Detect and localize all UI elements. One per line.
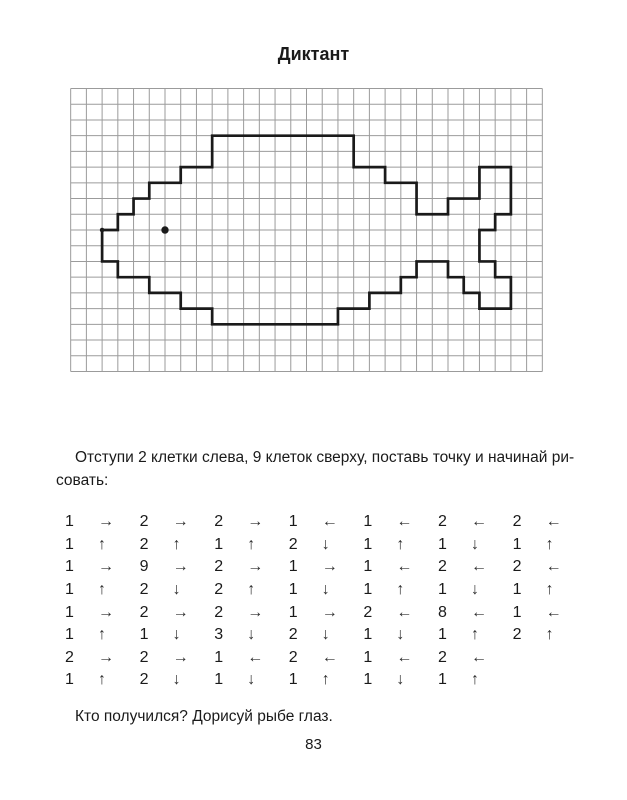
move-pair bbox=[65, 649, 140, 667]
move-count: 1 bbox=[363, 558, 373, 576]
dictation-row bbox=[65, 601, 585, 624]
move-direction-arrow-icon: ← bbox=[396, 648, 413, 666]
move-pair bbox=[65, 626, 140, 644]
move-count: 2 bbox=[512, 558, 522, 576]
move-count: 2 bbox=[512, 626, 522, 644]
move-count: 1 bbox=[65, 535, 74, 553]
move-count: 2 bbox=[139, 535, 149, 553]
move-direction-arrow-icon: ↓ bbox=[470, 581, 479, 599]
move-pair bbox=[438, 558, 513, 576]
move-count: 2 bbox=[437, 513, 447, 531]
move-pair bbox=[513, 513, 588, 531]
move-count: 8 bbox=[437, 603, 447, 621]
move-direction-arrow-icon: ↑ bbox=[545, 535, 554, 553]
move-pair bbox=[214, 649, 289, 667]
move-pair bbox=[140, 626, 215, 644]
move-direction-arrow-icon: → bbox=[98, 558, 114, 576]
move-pair bbox=[363, 604, 438, 622]
move-pair bbox=[513, 536, 588, 554]
move-count: 1 bbox=[214, 671, 224, 689]
move-pair bbox=[438, 536, 513, 554]
move-count: 2 bbox=[139, 671, 149, 689]
instruction-text bbox=[56, 446, 576, 492]
move-direction-arrow-icon: ↑ bbox=[321, 671, 330, 689]
move-direction-arrow-icon: ← bbox=[396, 603, 413, 621]
dictation-row bbox=[65, 669, 585, 692]
move-direction-arrow-icon: → bbox=[321, 558, 338, 576]
move-pair bbox=[363, 513, 438, 531]
dictation-row bbox=[65, 534, 585, 557]
move-direction-arrow-icon: ↑ bbox=[98, 535, 106, 553]
move-direction-arrow-icon: ↑ bbox=[172, 535, 181, 553]
move-count: 1 bbox=[288, 603, 298, 621]
move-pair bbox=[214, 581, 289, 599]
move-direction-arrow-icon: ↑ bbox=[396, 535, 405, 553]
move-count: 1 bbox=[288, 513, 298, 531]
move-count: 1 bbox=[363, 535, 373, 553]
move-count: 1 bbox=[437, 626, 447, 644]
move-pair bbox=[65, 604, 140, 622]
move-direction-arrow-icon: ← bbox=[470, 513, 487, 531]
move-count: 2 bbox=[214, 558, 224, 576]
move-count: 2 bbox=[288, 535, 298, 553]
move-count: 2 bbox=[214, 513, 224, 531]
move-pair bbox=[65, 671, 140, 689]
move-direction-arrow-icon: → bbox=[172, 558, 189, 576]
move-count: 1 bbox=[214, 648, 224, 666]
move-count: 1 bbox=[512, 603, 522, 621]
move-pair bbox=[214, 513, 289, 531]
move-pair bbox=[363, 536, 438, 554]
move-count: 1 bbox=[512, 535, 522, 553]
move-pair bbox=[289, 558, 364, 576]
move-pair bbox=[289, 536, 364, 554]
move-direction-arrow-icon: ↓ bbox=[396, 626, 405, 644]
dictation-row bbox=[65, 511, 585, 534]
move-count: 2 bbox=[512, 513, 522, 531]
move-count: 1 bbox=[288, 558, 298, 576]
move-pair bbox=[214, 604, 289, 622]
move-count: 2 bbox=[288, 648, 298, 666]
move-direction-arrow-icon: → bbox=[172, 513, 189, 531]
move-direction-arrow-icon: ← bbox=[321, 513, 338, 531]
question-text: Кто получился? Дорисуй рыбе глаз. bbox=[75, 708, 333, 725]
move-count: 1 bbox=[288, 581, 298, 599]
move-count: 2 bbox=[437, 558, 447, 576]
move-pair bbox=[363, 626, 438, 644]
move-count: 1 bbox=[65, 581, 74, 599]
move-count: 2 bbox=[139, 581, 149, 599]
move-direction-arrow-icon: → bbox=[321, 603, 338, 621]
move-pair bbox=[65, 558, 140, 576]
move-count: 2 bbox=[437, 648, 447, 666]
dictation-row bbox=[65, 624, 585, 647]
move-direction-arrow-icon: ↓ bbox=[470, 535, 479, 553]
move-pair bbox=[363, 671, 438, 689]
move-pair bbox=[214, 626, 289, 644]
move-pair bbox=[363, 649, 438, 667]
move-direction-arrow-icon: ↓ bbox=[247, 671, 256, 689]
move-direction-arrow-icon: ↑ bbox=[98, 581, 106, 599]
move-count: 1 bbox=[363, 671, 373, 689]
move-count: 1 bbox=[288, 671, 298, 689]
move-count: 1 bbox=[512, 581, 522, 599]
move-direction-arrow-icon: ← bbox=[321, 648, 338, 666]
move-pair bbox=[140, 558, 215, 576]
move-pair bbox=[140, 581, 215, 599]
move-direction-arrow-icon: ← bbox=[247, 648, 264, 666]
dictation-table bbox=[65, 511, 585, 692]
move-count: 1 bbox=[65, 558, 74, 576]
move-pair bbox=[65, 536, 140, 554]
move-count: 1 bbox=[65, 513, 74, 531]
move-count: 1 bbox=[214, 535, 224, 553]
move-count: 2 bbox=[65, 648, 74, 666]
move-direction-arrow-icon: ↓ bbox=[321, 535, 330, 553]
page-title: Диктант bbox=[277, 44, 350, 64]
dictation-row bbox=[65, 647, 585, 670]
move-pair bbox=[438, 581, 513, 599]
move-count: 3 bbox=[214, 626, 224, 644]
move-count: 1 bbox=[363, 513, 373, 531]
move-direction-arrow-icon: ↑ bbox=[396, 581, 405, 599]
move-direction-arrow-icon: ↓ bbox=[396, 671, 405, 689]
move-pair bbox=[289, 513, 364, 531]
move-pair bbox=[65, 513, 140, 531]
move-count: 1 bbox=[65, 626, 74, 644]
move-count: 2 bbox=[139, 603, 149, 621]
move-count: 1 bbox=[65, 603, 74, 621]
move-count: 2 bbox=[214, 581, 224, 599]
dictation-row bbox=[65, 556, 585, 579]
move-direction-arrow-icon: → bbox=[98, 648, 114, 666]
move-pair bbox=[140, 513, 215, 531]
move-pair bbox=[289, 649, 364, 667]
move-count: 1 bbox=[437, 671, 447, 689]
move-pair bbox=[438, 604, 513, 622]
move-pair bbox=[438, 626, 513, 644]
move-count: 9 bbox=[139, 558, 149, 576]
fish-grid-figure bbox=[70, 88, 543, 372]
move-direction-arrow-icon: ↑ bbox=[98, 671, 106, 689]
move-direction-arrow-icon: ↓ bbox=[172, 671, 181, 689]
move-direction-arrow-icon: ← bbox=[396, 513, 413, 531]
move-count: 2 bbox=[214, 603, 224, 621]
move-direction-arrow-icon: ↑ bbox=[470, 671, 479, 689]
fish-eye-dot bbox=[161, 226, 168, 233]
move-pair bbox=[289, 604, 364, 622]
move-direction-arrow-icon: ↓ bbox=[321, 626, 330, 644]
move-count: 2 bbox=[288, 626, 298, 644]
grid-lines bbox=[71, 89, 543, 372]
move-direction-arrow-icon: ↓ bbox=[172, 581, 181, 599]
page-number: 83 bbox=[305, 736, 322, 753]
move-direction-arrow-icon: ↑ bbox=[545, 581, 554, 599]
move-pair bbox=[214, 536, 289, 554]
move-direction-arrow-icon: → bbox=[247, 513, 264, 531]
instruction-line-2: совать: bbox=[56, 472, 109, 489]
move-direction-arrow-icon: ↓ bbox=[172, 626, 181, 644]
move-direction-arrow-icon: ↑ bbox=[247, 581, 256, 599]
move-direction-arrow-icon: ← bbox=[470, 648, 487, 666]
move-pair bbox=[214, 671, 289, 689]
dictation-row bbox=[65, 579, 585, 602]
move-direction-arrow-icon: → bbox=[247, 603, 264, 621]
start-point-dot bbox=[100, 228, 105, 233]
move-pair bbox=[65, 581, 140, 599]
move-direction-arrow-icon: → bbox=[172, 603, 189, 621]
move-direction-arrow-icon: ← bbox=[545, 513, 562, 531]
move-pair bbox=[513, 558, 588, 576]
move-direction-arrow-icon: ← bbox=[396, 558, 413, 576]
move-pair bbox=[513, 604, 588, 622]
move-pair bbox=[438, 671, 513, 689]
move-direction-arrow-icon: ↓ bbox=[247, 626, 256, 644]
move-direction-arrow-icon: ← bbox=[545, 558, 562, 576]
move-count: 1 bbox=[139, 626, 149, 644]
move-direction-arrow-icon: ↑ bbox=[247, 535, 256, 553]
move-pair bbox=[140, 604, 215, 622]
instruction-line-1: Отступи 2 клетки слева, 9 клеток сверху, поставь точку и начинай ри- bbox=[75, 449, 575, 466]
move-pair bbox=[140, 536, 215, 554]
move-count: 1 bbox=[65, 671, 74, 689]
move-direction-arrow-icon: → bbox=[98, 513, 114, 531]
move-direction-arrow-icon: ↓ bbox=[321, 581, 330, 599]
move-pair bbox=[140, 649, 215, 667]
move-direction-arrow-icon: ← bbox=[470, 603, 487, 621]
move-direction-arrow-icon: ← bbox=[545, 603, 562, 621]
move-pair bbox=[289, 626, 364, 644]
move-pair bbox=[438, 649, 513, 667]
move-count: 1 bbox=[437, 535, 447, 553]
move-direction-arrow-icon: → bbox=[172, 648, 189, 666]
move-count: 2 bbox=[139, 513, 149, 531]
move-direction-arrow-icon: → bbox=[247, 558, 264, 576]
move-pair bbox=[438, 513, 513, 531]
move-pair bbox=[363, 581, 438, 599]
move-count: 1 bbox=[363, 648, 373, 666]
move-count: 2 bbox=[139, 648, 149, 666]
move-direction-arrow-icon: ↑ bbox=[98, 626, 106, 644]
move-pair bbox=[363, 558, 438, 576]
move-count: 1 bbox=[363, 581, 373, 599]
move-pair bbox=[513, 626, 588, 644]
move-pair bbox=[140, 671, 215, 689]
move-direction-arrow-icon: ↑ bbox=[545, 626, 554, 644]
move-direction-arrow-icon: ← bbox=[470, 558, 487, 576]
move-count: 1 bbox=[363, 626, 373, 644]
move-pair bbox=[513, 581, 588, 599]
move-pair bbox=[289, 581, 364, 599]
move-direction-arrow-icon: ↑ bbox=[470, 626, 479, 644]
move-pair bbox=[289, 671, 364, 689]
move-direction-arrow-icon: → bbox=[98, 603, 114, 621]
move-pair bbox=[214, 558, 289, 576]
move-count: 1 bbox=[437, 581, 447, 599]
move-count: 2 bbox=[363, 603, 373, 621]
